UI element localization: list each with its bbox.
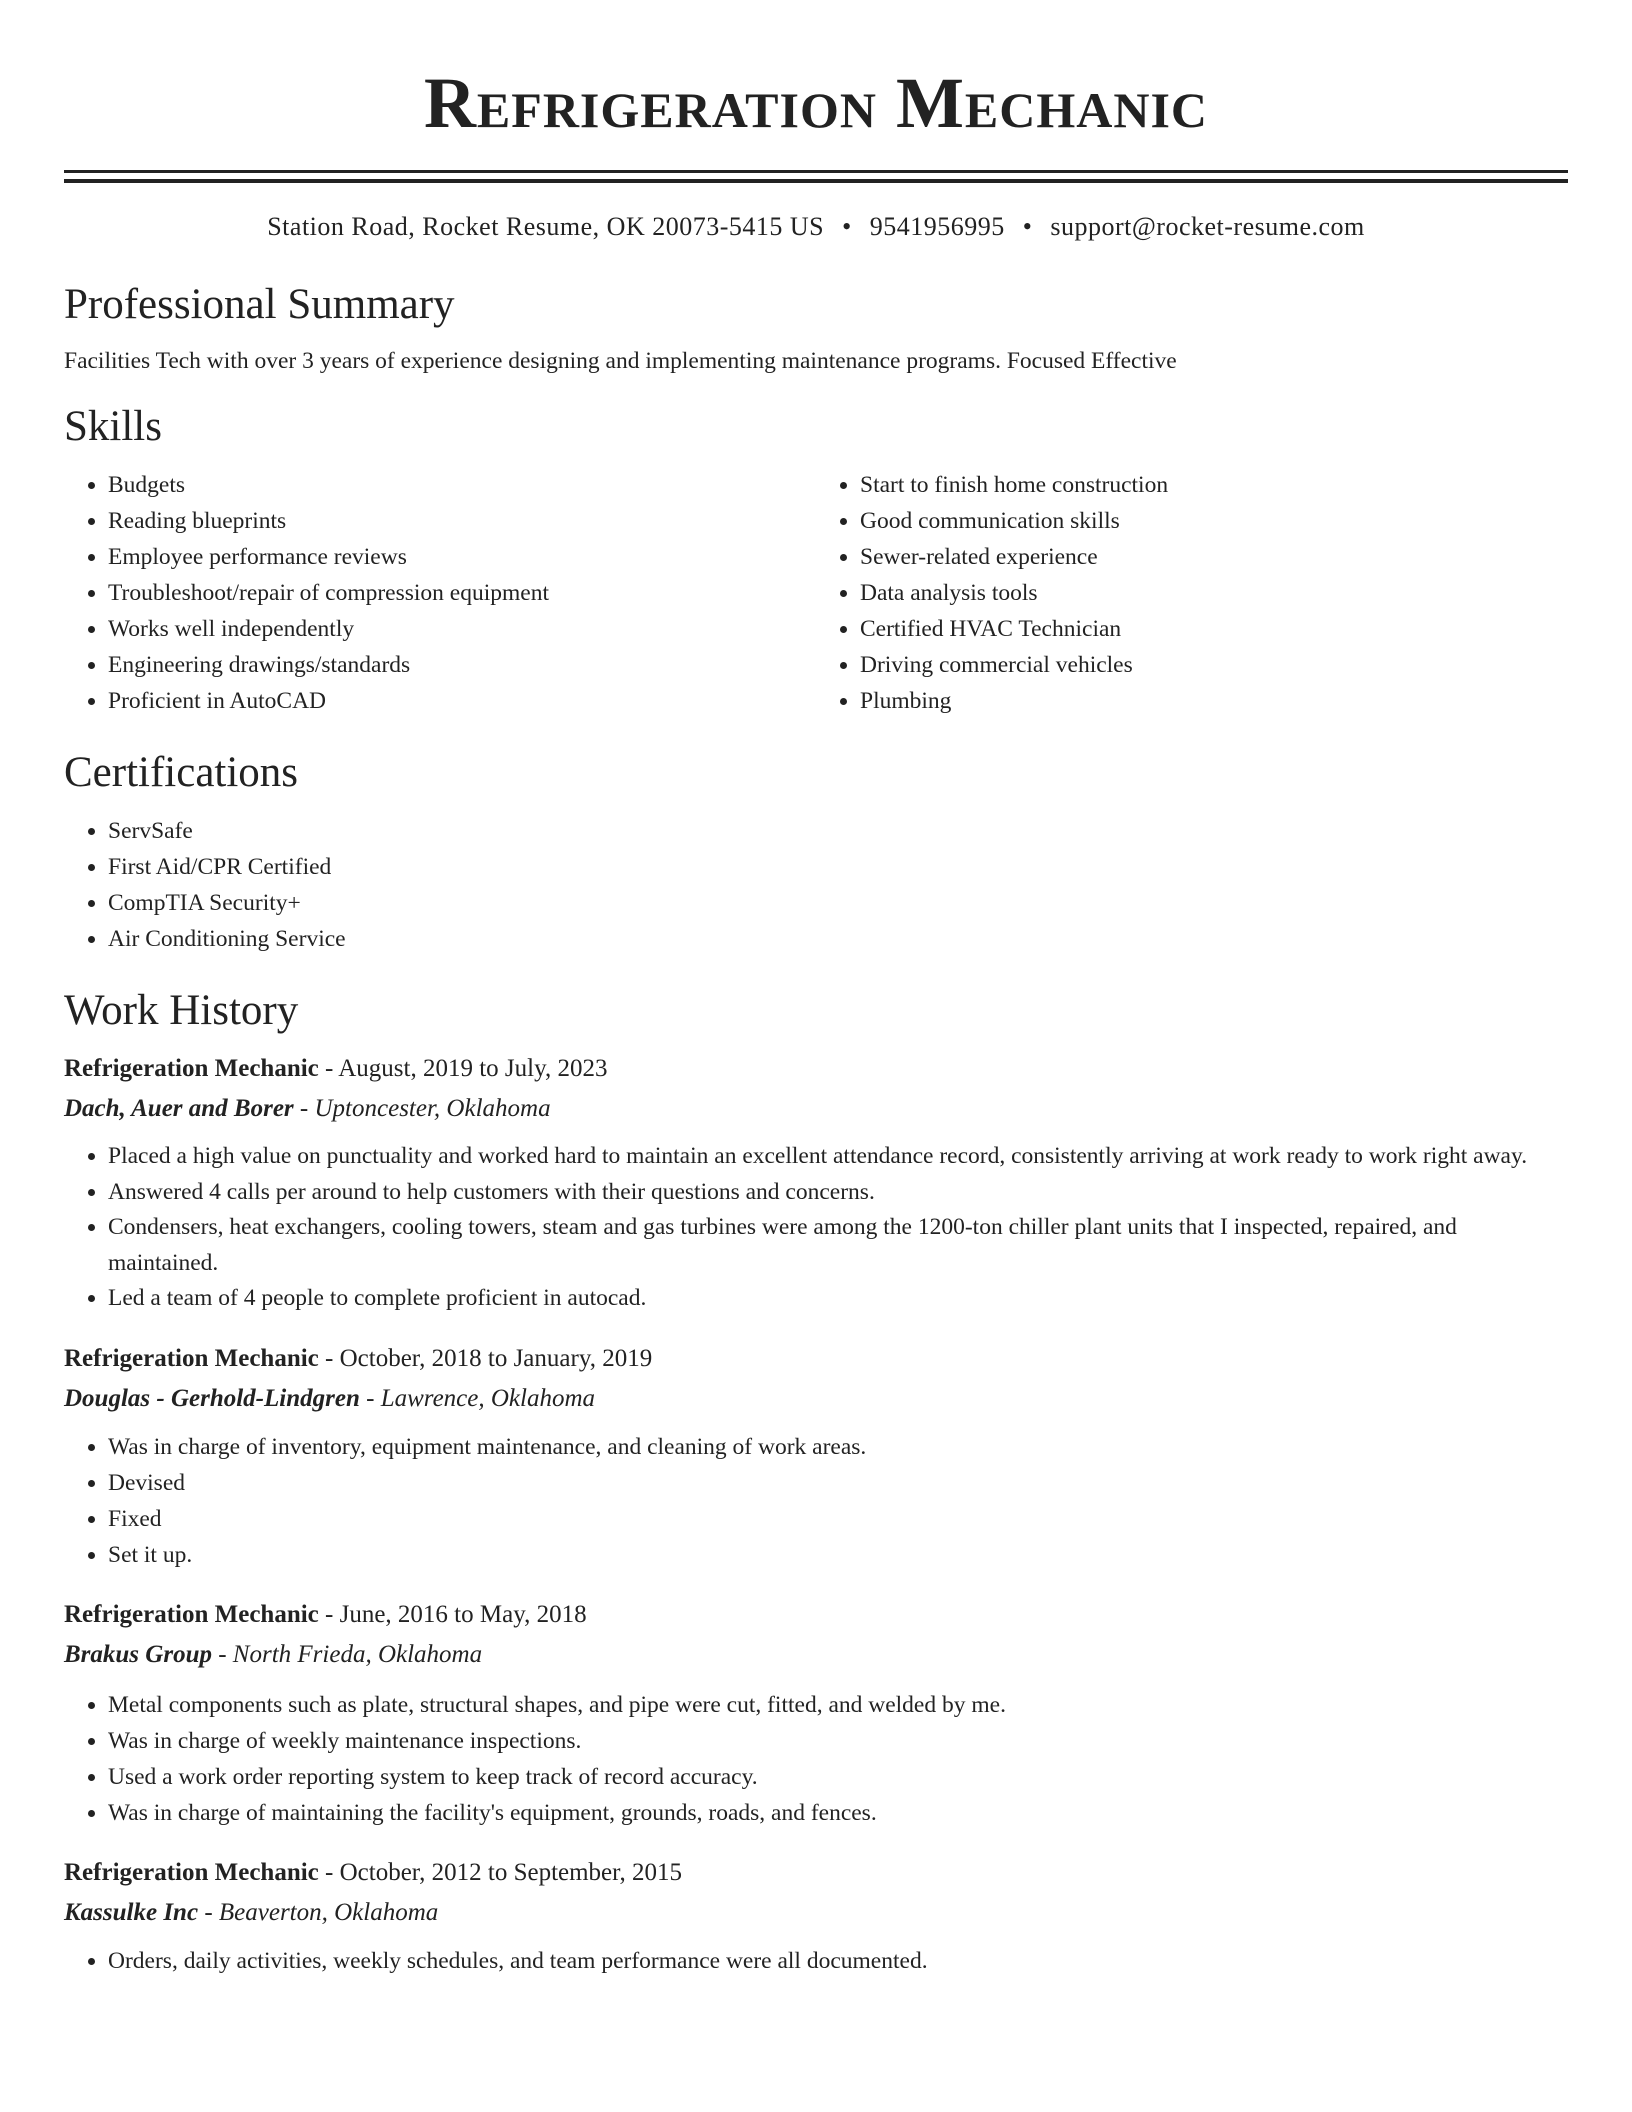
contact-email: support@rocket-resume.com — [1050, 212, 1365, 241]
job-bullet: • Fixed — [108, 1501, 1568, 1537]
job-bullet: • Was in charge of inventory, equipment maintenance, and cleaning of work areas. — [108, 1429, 1568, 1465]
job-location: - North Frieda, Oklahoma — [211, 1640, 483, 1668]
job-location: - Beaverton, Oklahoma — [198, 1898, 439, 1926]
job-bullet: • Used a work order reporting system to keep track of record accuracy. — [108, 1759, 1568, 1795]
skill-item: • Sewer-related experience — [860, 539, 1568, 575]
skill-item: • Good communication skills — [860, 503, 1568, 539]
job-entry — [64, 1339, 1568, 1573]
work-history-list — [64, 1049, 1568, 1979]
job-bullets — [64, 1429, 1568, 1573]
resume-name: Refrigeration Mechanic — [423, 63, 1209, 143]
job-bullet: • Led a team of 4 people to complete proficient in autocad. — [108, 1281, 1568, 1317]
header-rule-bottom — [64, 179, 1568, 183]
skill-item: • Data analysis tools — [860, 575, 1568, 611]
contact-address: Station Road, Rocket Resume, OK 20073-5415 US — [267, 212, 825, 241]
certification-item: • Air Conditioning Service — [108, 921, 1568, 957]
job-dates: - October, 2018 to January, 2019 — [318, 1344, 653, 1372]
skills-list-left — [64, 467, 816, 719]
job-role: Refrigeration Mechanic — [64, 1055, 319, 1082]
job-company: Brakus Group — [64, 1640, 212, 1668]
job-bullet: • Devised — [108, 1465, 1568, 1501]
certification-item: • CompTIA Security+ — [108, 885, 1568, 921]
skill-item: • Reading blueprints — [108, 503, 816, 539]
skill-item: • Start to finish home construction — [860, 467, 1568, 503]
summary-text: Facilities Tech with over 3 years of experience designing and implementing maintenance programs. Focused Effective — [64, 348, 1177, 374]
job-heading — [64, 1339, 1568, 1379]
skill-item: • Troubleshoot/repair of compression equipment — [108, 575, 816, 611]
certification-item: • ServSafe — [108, 813, 1568, 849]
job-bullets — [64, 1687, 1568, 1831]
job-entry — [64, 1853, 1568, 1979]
job-dates: - August, 2019 to July, 2023 — [318, 1055, 608, 1082]
job-location: - Uptoncester, Oklahoma — [293, 1095, 551, 1122]
certifications-list — [64, 813, 1568, 957]
certification-item: • First Aid/CPR Certified — [108, 849, 1568, 885]
job-heading — [64, 1853, 1568, 1893]
job-bullet: • Was in charge of maintaining the facility's equipment, grounds, roads, and fences. — [108, 1795, 1568, 1831]
job-role: Refrigeration Mechanic — [64, 1344, 319, 1372]
skill-item: • Employee performance reviews — [108, 539, 816, 575]
contact-phone: 9541956995 — [869, 212, 1005, 241]
job-company: Kassulke Inc — [64, 1898, 199, 1926]
header-rule-top — [64, 170, 1568, 173]
job-dates: - October, 2012 to September, 2015 — [318, 1858, 682, 1886]
job-entry — [64, 1595, 1568, 1831]
job-employer — [64, 1089, 1568, 1129]
skill-item: • Proficient in AutoCAD — [108, 683, 816, 719]
job-bullets — [64, 1139, 1568, 1317]
skill-item: • Budgets — [108, 467, 816, 503]
job-bullet: • Orders, daily activities, weekly schedules, and team performance were all documented. — [108, 1943, 1568, 1979]
job-employer — [64, 1893, 1568, 1933]
job-role: Refrigeration Mechanic — [64, 1858, 319, 1886]
job-company: Dach, Auer and Borer — [64, 1095, 294, 1122]
skills-columns — [64, 467, 1568, 719]
job-bullet: • Answered 4 calls per around to help customers with their questions and concerns. — [108, 1175, 1568, 1211]
job-bullets — [64, 1943, 1568, 1979]
job-bullet: • Set it up. — [108, 1537, 1568, 1573]
skill-item: • Engineering drawings/standards — [108, 647, 816, 683]
skill-item: • Driving commercial vehicles — [860, 647, 1568, 683]
contact-separator: • — [842, 212, 852, 241]
job-bullet: • Placed a high value on punctuality and worked hard to maintain an excellent attendance record, consistently arriving at work ready to work right away. — [108, 1139, 1568, 1175]
job-role: Refrigeration Mechanic — [64, 1600, 319, 1628]
job-heading — [64, 1049, 1568, 1089]
job-dates: - June, 2016 to May, 2018 — [318, 1600, 587, 1628]
job-heading — [64, 1595, 1568, 1635]
skill-item: • Plumbing — [860, 683, 1568, 719]
job-employer — [64, 1635, 1568, 1675]
job-company: Douglas - Gerhold-Lindgren — [64, 1384, 360, 1412]
contact-separator: • — [1022, 212, 1033, 241]
job-location: - Lawrence, Oklahoma — [359, 1384, 596, 1412]
job-entry — [64, 1049, 1568, 1317]
job-employer — [64, 1379, 1568, 1419]
skill-item: • Certified HVAC Technician — [860, 611, 1568, 647]
section-title-work-history: Work History — [64, 987, 299, 1034]
job-bullet: • Condensers, heat exchangers, cooling towers, steam and gas turbines were among the 1200-ton chiller plant units that I inspected, repaired, and maintained. — [108, 1210, 1568, 1281]
resume-page — [64, 0, 1568, 1979]
contact-line — [64, 211, 1568, 243]
section-title-skills: Skills — [64, 403, 162, 450]
skill-item: • Works well independently — [108, 611, 816, 647]
skills-list-right — [816, 467, 1568, 719]
job-bullet: • Metal components such as plate, structural shapes, and pipe were cut, fitted, and welded by me. — [108, 1687, 1568, 1723]
job-bullet: • Was in charge of weekly maintenance inspections. — [108, 1723, 1568, 1759]
section-title-summary: Professional Summary — [64, 281, 455, 328]
section-title-certifications: Certifications — [64, 749, 299, 796]
